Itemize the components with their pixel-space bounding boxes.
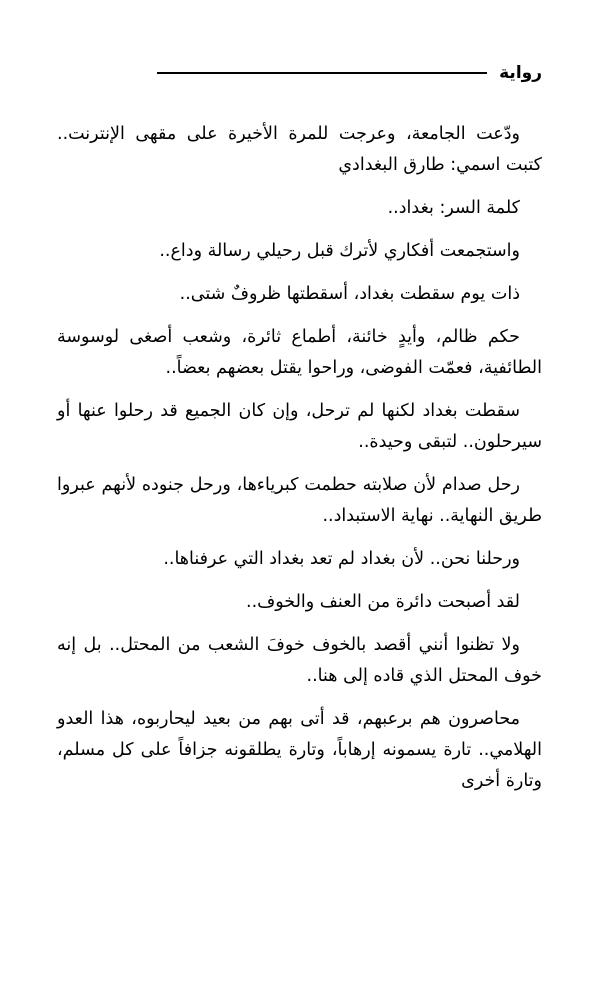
paragraph: ورحلنا نحن.. لأن بغداد لم تعد بغداد التي عرفناها.. [163, 549, 520, 569]
header-title: رواية [499, 63, 542, 83]
paragraph: سقطت بغداد لكنها لم ترحل، وإن كان الجميع قد رحلوا عنها أو سيرحلون.. لتبقى وحيدة.. [57, 401, 542, 452]
paragraph: ودّعت الجامعة، وعرجت للمرة الأخيرة على مقهى الإنترنت.. كتبت اسمي: طارق البغدادي [57, 124, 542, 175]
paragraph: ولا تظنوا أنني أقصد بالخوف خوفَ الشعب من المحتل.. بل إنه خوف المحتل الذي قاده إلى هنا.. [57, 635, 542, 686]
header-rule [157, 72, 487, 74]
paragraph: رحل صدام لأن صلابته حطمت كبرياءها، ورحل جنوده لأنهم عبروا طريق النهاية.. نهاية الاستبداد.. [57, 475, 542, 526]
paragraph: محاصرون هم برعبهم، قد أتى بهم من بعيد ليحاربوه، هذا العدو الهلامي.. تارة يسمونه إرهاباً، وتارة يطلقونه جزافاً على كل مسلم، وتارة أخرى [57, 709, 542, 791]
page-body [57, 119, 542, 809]
paragraph: واستجمعت أفكاري لأترك قبل رحيلي رسالة وداع.. [159, 241, 520, 261]
paragraph: كلمة السر: بغداد.. [387, 198, 520, 218]
paragraph: حكم ظالم، وأيدٍ خائنة، أطماع ثائرة، وشعب أصغى لوسوسة الطائفية، فعمّت الفوضى، وراحوا يقتل بعضهم بعضاً.. [57, 327, 542, 378]
page-header [42, 58, 542, 88]
paragraph: لقد أصبحت دائرة من العنف والخوف.. [246, 592, 520, 612]
paragraph: ذات يوم سقطت بغداد، أسقطتها ظروفٌ شتى.. [179, 284, 520, 304]
